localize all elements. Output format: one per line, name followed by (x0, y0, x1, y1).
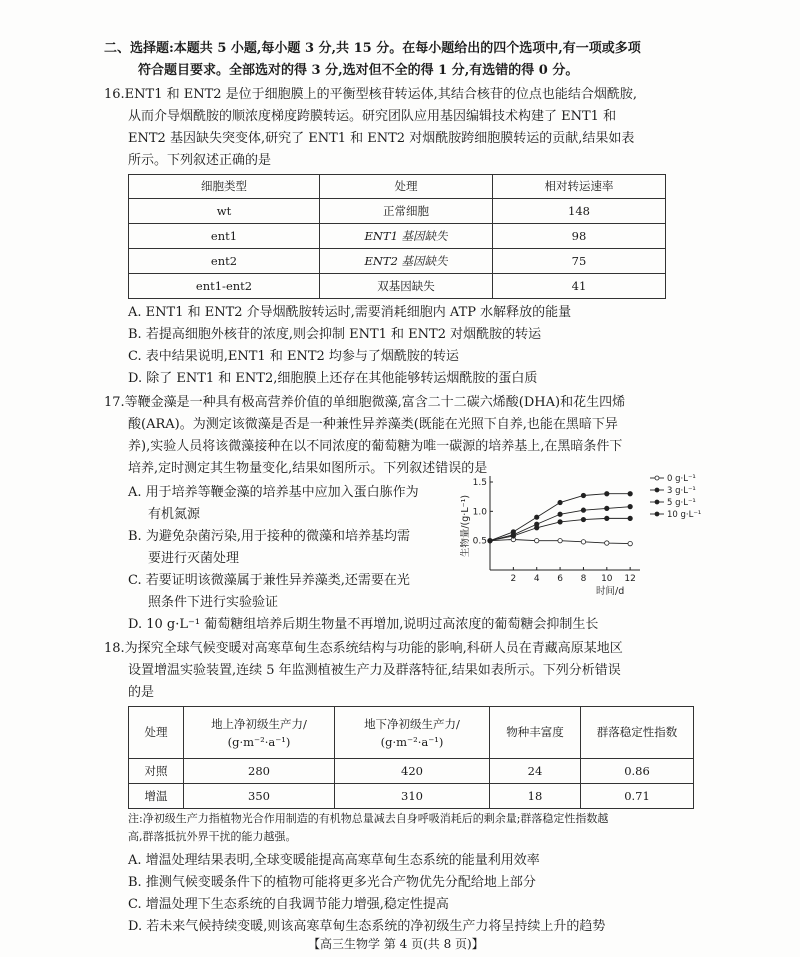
q17-option-b-cont: 要进行灭菌处理 (148, 551, 240, 566)
q17-option-b: B. 为避免杂菌污染,用于接种的微藻和培养基均需 (128, 529, 410, 544)
q17-stem-line: 17.等鞭金藻是一种具有极高营养价值的单细胞微藻,富含二十二碳六烯酸(DHA)和花生四烯 (104, 395, 626, 410)
q18-stem-line: 18.为探究全球气候变暖对高寒草甸生态系统结构与功能的影响,科研人员在青藏高原某地区 (104, 641, 623, 656)
data-point (535, 526, 539, 530)
chart-legend (650, 474, 701, 520)
q18-table-header: 处理 (129, 707, 184, 759)
q18-header-below-unit: (g·m⁻²·a⁻¹) (380, 734, 444, 749)
q17-option-c-cont: 照条件下进行实验验证 (148, 595, 279, 610)
q16-table-cell: wt (129, 199, 320, 224)
data-point (628, 492, 632, 496)
q16-table (128, 174, 666, 299)
q18-table-cell: 280 (184, 759, 335, 784)
q18-stem-line: 的是 (128, 685, 155, 700)
legend-label: 5 g·L⁻¹ (667, 498, 696, 508)
q16-table-cell: 98 (493, 224, 666, 249)
q16-table-cell: 75 (493, 249, 666, 274)
q18-table-header-below (335, 707, 490, 759)
q18-stem-line: 设置增温实验装置,连续 5 年监测植被生产力及群落特征,结果如表所示。下列分析错误 (128, 663, 621, 678)
data-point (558, 538, 562, 542)
q16-table-cell: 41 (493, 274, 666, 299)
x-tick-label: 2 (510, 574, 517, 584)
data-point (628, 516, 632, 520)
data-point (605, 506, 609, 510)
q16-table-cell: ent1 (129, 224, 320, 249)
q16-option-d: D. 除了 ENT1 和 ENT2,细胞膜上还存在其他能够转运烟酰胺的蛋白质 (128, 371, 538, 386)
data-point (581, 540, 585, 544)
legend-marker (655, 500, 659, 504)
q18-table-cell: 350 (184, 784, 335, 809)
q16-option-b: B. 若提高细胞外核苷的浓度,则会抑制 ENT1 和 ENT2 对烟酰胺的转运 (128, 327, 542, 342)
legend-label: 3 g·L⁻¹ (667, 486, 696, 496)
q16-stem-line: 从而介导烟酰胺的顺浓度梯度跨膜转运。研究团队应用基因编辑技术构建了 ENT1 和 (128, 109, 617, 124)
q16-table-cell: 双基因缺失 (320, 274, 493, 299)
q16-table-header: 处理 (320, 175, 493, 199)
section-header-line1: 二、选择题:本题共 5 小题,每小题 3 分,共 15 分。在每小题给出的四个选项中,有一项或多项 (104, 41, 641, 56)
y-tick-label: 0.5 (472, 536, 487, 547)
q16-table-header: 相对转运速率 (493, 175, 666, 199)
q17-stem-line: 养),实验人员将该微藻接种在以不同浓度的葡萄糖为唯一碳源的培养基上,在黑暗条件下 (128, 439, 623, 454)
legend-marker (655, 488, 659, 492)
q17-biomass-chart (460, 470, 710, 600)
data-point (605, 492, 609, 496)
data-point (581, 508, 585, 512)
q16-table-cell: ENT2 基因缺失 (320, 249, 493, 274)
q18-table-header: 物种丰富度 (490, 707, 581, 759)
q16-stem-line: ENT2 基因缺失突变体,研究了 ENT1 和 ENT2 对烟酰胺跨细胞膜转运的贡献,结果如表 (128, 131, 635, 146)
q16-table-cell: ent1-ent2 (129, 274, 320, 299)
data-point (581, 517, 585, 521)
legend-marker (655, 476, 659, 480)
q18-table-cell: 增温 (129, 784, 184, 809)
data-point (558, 512, 562, 516)
q18-header-below-label: 地下净初级生产力/ (364, 716, 460, 731)
q16-table-cell: ent2 (129, 249, 320, 274)
q18-table-cell: 0.71 (581, 784, 694, 809)
q17-stem-line: 培养,定时测定其生物量变化,结果如图所示。下列叙述错误的是 (128, 461, 488, 476)
data-point (605, 516, 609, 520)
page-footer: 【高三生物学 第 4 页(共 8 页)】 (308, 937, 484, 951)
x-axis-label: 时间/d (596, 586, 625, 597)
q16-stem-line: 16.ENT1 和 ENT2 是位于细胞膜上的平衡型核苷转运体,其结合核苷的位点也能结合烟酰胺, (104, 87, 637, 102)
data-point (581, 493, 585, 497)
q18-note-line: 注:净初级生产力指植物光合作用制造的有机物总量减去自身呼吸消耗后的剩余量;群落稳定性指数越 (128, 812, 609, 825)
q18-table-header: 群落稳定性指数 (581, 707, 694, 759)
data-point (535, 538, 539, 542)
data-point (628, 504, 632, 508)
chart-lines (488, 492, 633, 546)
q17-stem-line: 酸(ARA)。为测定该微藻是否是一种兼性异养藻类(既能在光照下自养,也能在黑暗下异 (128, 417, 618, 432)
q17-option-c: C. 若要证明该微藻属于兼性异养藻类,还需要在光 (128, 573, 410, 588)
x-tick-label: 4 (533, 574, 540, 584)
q18-table-cell: 310 (335, 784, 490, 809)
q16-table-cell: 正常细胞 (320, 199, 493, 224)
q16-table-header: 细胞类型 (129, 175, 320, 199)
q18-table-header-above (184, 707, 335, 759)
legend-label: 0 g·L⁻¹ (667, 474, 696, 484)
y-tick-label: 1.0 (472, 507, 487, 518)
q18-header-above-unit: (g·m⁻²·a⁻¹) (227, 734, 291, 749)
data-point (558, 500, 562, 504)
q16-table-cell: 148 (493, 199, 666, 224)
q17-option-a-cont: 有机氮源 (148, 507, 201, 522)
q18-table (128, 706, 694, 809)
y-tick-label: 1.5 (472, 478, 487, 488)
data-point (628, 541, 632, 545)
x-tick-label: 8 (580, 574, 587, 584)
q18-table-cell: 18 (490, 784, 581, 809)
q16-option-a: A. ENT1 和 ENT2 介导烟酰胺转运时,需要消耗细胞内 ATP 水解释放的能量 (128, 305, 572, 320)
q18-table-cell: 对照 (129, 759, 184, 784)
x-tick-label: 10 (601, 574, 613, 584)
q16-table-cell: ENT1 基因缺失 (320, 224, 493, 249)
section-header-line2: 符合题目要求。全部选对的得 3 分,选对但不全的得 1 分,有选错的得 0 分。 (138, 63, 579, 78)
data-point (511, 534, 515, 538)
x-tick-label: 6 (557, 574, 563, 584)
q17-option-d: D. 10 g·L⁻¹ 葡萄糖组培养后期生物量不再增加,说明过高浓度的葡萄糖会抑制生长 (128, 617, 599, 632)
q18-option-a: A. 增温处理结果表明,全球变暖能提高高寒草甸生态系统的能量利用效率 (128, 853, 540, 868)
data-point (535, 515, 539, 519)
q17-option-a: A. 用于培养等鞭金藻的培养基中应加入蛋白胨作为 (128, 485, 419, 500)
data-point (558, 520, 562, 524)
q18-option-b: B. 推测气候变暖条件下的植物可能将更多光合产物优先分配给地上部分 (128, 875, 536, 890)
legend-label: 10 g·L⁻¹ (667, 510, 702, 520)
y-axis-label: 生物量/(g·L⁻¹) (460, 494, 471, 558)
q18-header-above-label: 地上净初级生产力/ (211, 716, 307, 731)
x-tick-label: 12 (624, 574, 636, 584)
q16-option-c: C. 表中结果说明,ENT1 和 ENT2 均参与了烟酰胺的转运 (128, 349, 459, 364)
q18-note-line: 高,群落抵抗外界干扰的能力越强。 (128, 830, 297, 843)
q18-option-c: C. 增温处理下生态系统的自我调节能力增强,稳定性提高 (128, 897, 449, 912)
q16-stem-line: 所示。下列叙述正确的是 (128, 153, 272, 168)
q18-table-cell: 0.86 (581, 759, 694, 784)
data-point (488, 538, 492, 542)
legend-marker (655, 512, 659, 516)
data-point (605, 541, 609, 545)
q18-table-cell: 24 (490, 759, 581, 784)
q18-table-cell: 420 (335, 759, 490, 784)
q18-option-d: D. 若未来气候持续变暖,则该高寒草甸生态系统的净初级生产力将呈持续上升的趋势 (128, 919, 606, 934)
